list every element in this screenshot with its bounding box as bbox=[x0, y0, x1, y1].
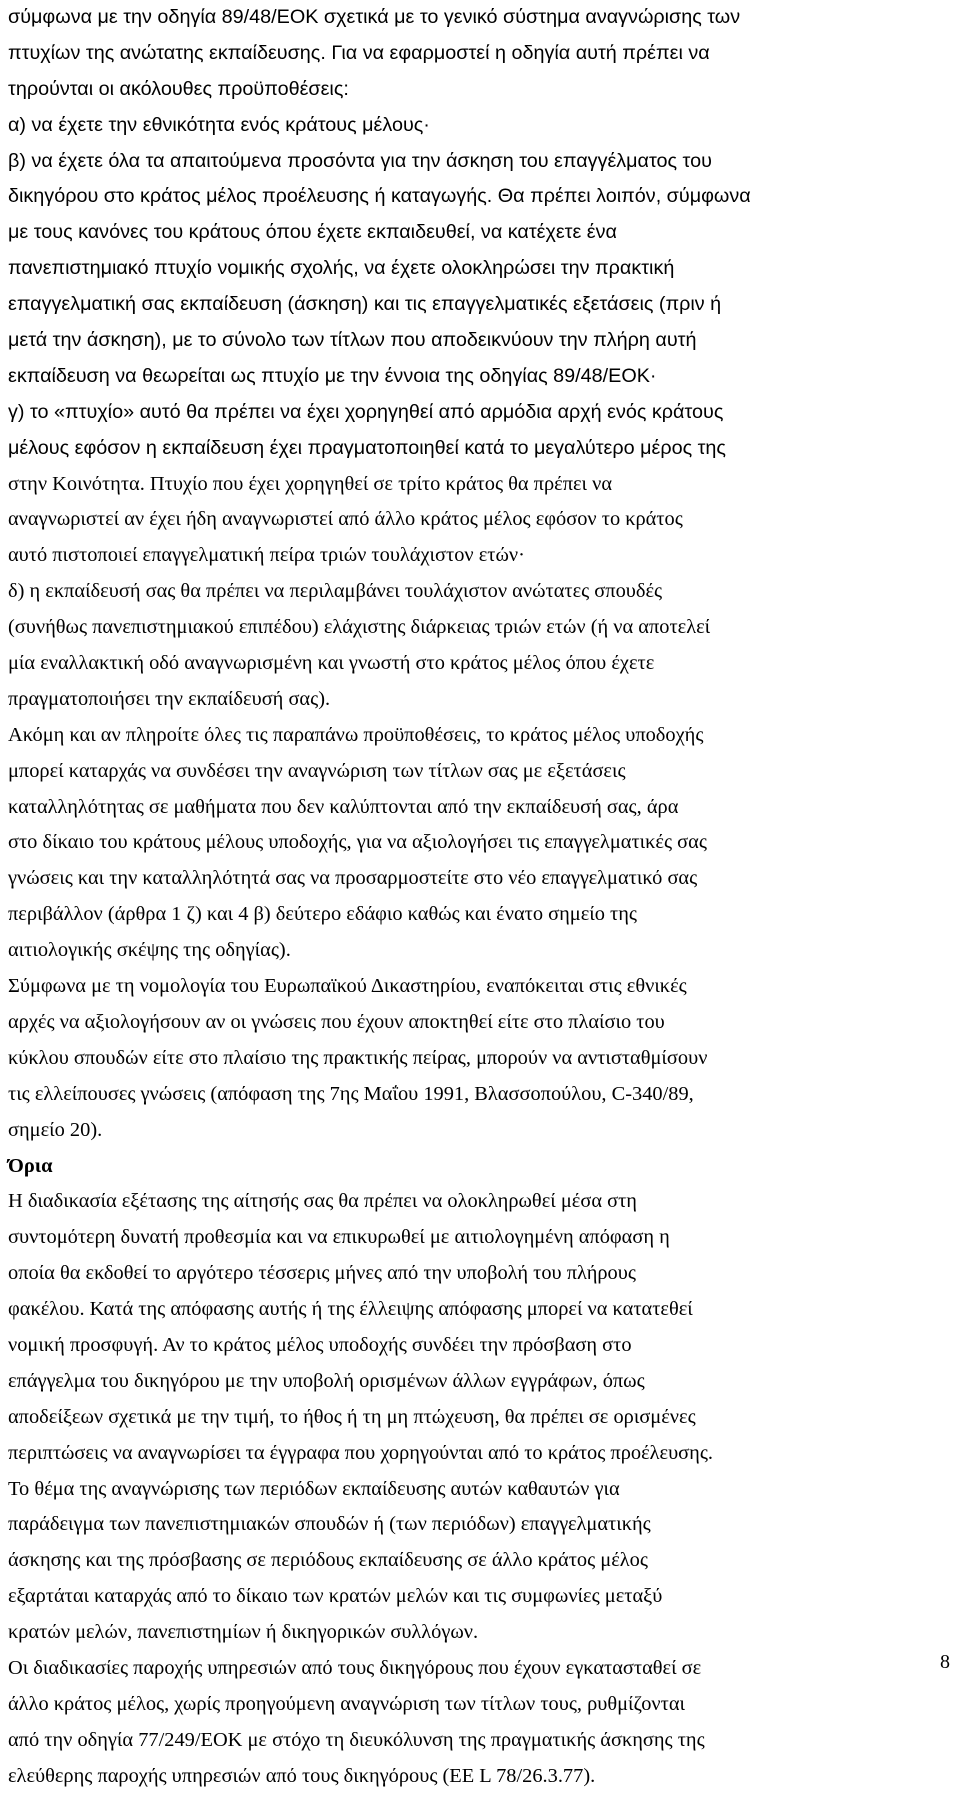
text-line: δικηγόρου στο κράτος μέλος προέλευσης ή καταγωγής. Θα πρέπει λοιπόν, σύμφωνα bbox=[8, 185, 751, 208]
text-line: νομική προσφυγή. Αν το κράτος μέλος υποδοχής συνδέει την πρόσβαση στο bbox=[8, 1333, 632, 1356]
text-line: πτυχίων της ανώτατης εκπαίδευσης. Για να εφαρμοστεί η οδηγία αυτή πρέπει να bbox=[8, 41, 710, 64]
text-line: επαγγελματική σας εκπαίδευση (άσκηση) και τις επαγγελματικές εξετάσεις (πριν ή bbox=[8, 293, 722, 316]
text-line: γ) το «πτυχίο» αυτό θα πρέπει να έχει χορηγηθεί από αρμόδια αρχή ενός κράτους bbox=[8, 400, 724, 423]
text-line: πραγματοποιήσει την εκπαίδευσή σας). bbox=[8, 687, 331, 710]
text-line: μία εναλλακτική οδό αναγνωρισμένη και γνωστή στο κράτος μέλος όπου έχετε bbox=[8, 652, 655, 675]
text-line: τηρούνται οι ακόλουθες προϋποθέσεις: bbox=[8, 77, 349, 100]
text-line: συντομότερη δυνατή προθεσμία και να επικυρωθεί με αιτιολογημένη απόφαση η bbox=[8, 1226, 670, 1249]
text-line: αυτό πιστοποιεί επαγγελματική πείρα τριών τουλάχιστον ετών· bbox=[8, 544, 525, 567]
text-line: σύμφωνα με την οδηγία 89/48/ΕΟΚ σχετικά με το γενικό σύστημα αναγνώρισης των bbox=[8, 6, 741, 28]
text-line: κρατών μελών, πανεπιστημίων ή δικηγορικών συλλόγων. bbox=[8, 1621, 479, 1644]
text-line: καταλληλότητας σε μαθήματα που δεν καλύπτονται από την εκπαίδευσή σας, άρα bbox=[8, 795, 679, 818]
text-line: Σύμφωνα με τη νομολογία του Ευρωπαϊκού Δικαστηρίου, εναπόκειται στις εθνικές bbox=[8, 975, 687, 998]
text-line: μπορεί καταρχάς να συνδέσει την αναγνώριση των τίτλων σας με εξετάσεις bbox=[8, 759, 626, 782]
text-line: (συνήθως πανεπιστημιακού επιπέδου) ελάχιστης διάρκειας τριών ετών (ή να αποτελεί bbox=[8, 616, 711, 639]
text-line: αιτιολογικής σκέψης της οδηγίας). bbox=[8, 939, 291, 962]
text-line: κύκλου σπουδών είτε στο πλαίσιο της πρακτικής πείρας, μπορούν να αντισταθμίσουν bbox=[8, 1046, 708, 1069]
text-line: οποία θα εκδοθεί το αργότερο τέσσερις μήνες από την υποβολή του πλήρους bbox=[8, 1262, 636, 1285]
text-line: αρχές να αξιολογήσουν αν οι γνώσεις που έχουν αποκτηθεί είτε στο πλαίσιο του bbox=[8, 1010, 665, 1033]
text-line: περιβάλλον (άρθρα 1 ζ) και 4 β) δεύτερο εδάφιο καθώς και ένατο σημείο της bbox=[8, 903, 637, 926]
text-line: περιπτώσεις να αναγνωρίσει τα έγγραφα που χορηγούνται από το κράτος προέλευσης. bbox=[8, 1441, 713, 1464]
page-number: 8 bbox=[940, 1651, 950, 1673]
text-line: φακέλου. Κατά της απόφασης αυτής ή της έλλειψης απόφασης μπορεί να κατατεθεί bbox=[8, 1298, 693, 1321]
text-line: Οι διαδικασίες παροχής υπηρεσιών από τους δικηγόρους που έχουν εγκατασταθεί σε bbox=[8, 1656, 702, 1679]
text-line: στην Κοινότητα. Πτυχίο που έχει χορηγηθεί σε τρίτο κράτος θα πρέπει να bbox=[8, 472, 613, 495]
text-line: εξαρτάται καταρχάς από το δίκαιο των κρατών μελών και τις συμφωνίες μεταξύ bbox=[8, 1585, 663, 1608]
text-line: μετά την άσκηση), με το σύνολο των τίτλων που αποδεικνύουν την πλήρη αυτή bbox=[8, 329, 697, 352]
text-line: β) να έχετε όλα τα απαιτούμενα προσόντα για την άσκηση του επαγγέλματος του bbox=[8, 149, 712, 172]
text-line: μέλους εφόσον η εκπαίδευση έχει πραγματοποιηθεί κατά το μεγαλύτερο μέρος της bbox=[8, 436, 726, 459]
text-line: εκπαίδευση να θεωρείται ως πτυχίο με την έννοια της οδηγίας 89/48/ΕΟΚ· bbox=[8, 364, 657, 387]
text-line: από την οδηγία 77/249/ΕΟΚ με στόχο τη διευκόλυνση της πραγματικής άσκησης της bbox=[8, 1728, 705, 1751]
document-body bbox=[8, 0, 952, 1795]
text-line: σημείο 20). bbox=[8, 1118, 103, 1141]
text-line: αναγνωριστεί αν έχει ήδη αναγνωριστεί από άλλο κράτος μέλος εφόσον το κράτος bbox=[8, 508, 683, 531]
text-line: γνώσεις και την καταλληλότητά σας να προσαρμοστείτε στο νέο επαγγελματικό σας bbox=[8, 867, 698, 890]
text-line: αποδείξεων σχετικά με την τιμή, το ήθος ή τη μη πτώχευση, θα πρέπει σε ορισμένες bbox=[8, 1405, 696, 1428]
text-line: με τους κανόνες του κράτους όπου έχετε εκπαιδευθεί, να κατέχετε ένα bbox=[8, 221, 617, 244]
text-line: επάγγελμα του δικηγόρου με την υποβολή ορισμένων άλλων εγγράφων, όπως bbox=[8, 1369, 645, 1392]
text-line: άσκησης και της πρόσβασης σε περιόδους εκπαίδευσης σε άλλο κράτος μέλος bbox=[8, 1549, 648, 1572]
text-line: δ) η εκπαίδευσή σας θα πρέπει να περιλαμβάνει τουλάχιστον ανώτατες σπουδές bbox=[8, 580, 663, 603]
text-line: Το θέμα της αναγνώρισης των περιόδων εκπαίδευσης αυτών καθαυτών για bbox=[8, 1477, 620, 1500]
text-line: πανεπιστημιακό πτυχίο νομικής σχολής, να έχετε ολοκληρώσει την πρακτική bbox=[8, 257, 675, 280]
section-heading: Όρια bbox=[8, 1154, 53, 1177]
text-line: στο δίκαιο του κράτους μέλους υποδοχής, για να αξιολογήσει τις επαγγελματικές σας bbox=[8, 831, 707, 854]
text-line: παράδειγμα των πανεπιστημιακών σπουδών ή (των περιόδων) επαγγελματικής bbox=[8, 1513, 651, 1536]
text-line: Ακόμη και αν πληροίτε όλες τις παραπάνω προϋποθέσεις, το κράτος μέλος υποδοχής bbox=[8, 723, 704, 746]
text-line: ελεύθερης παροχής υπηρεσιών από τους δικηγόρους (EE L 78/26.3.77). bbox=[8, 1764, 596, 1787]
text-line: τις ελλείπουσες γνώσεις (απόφαση της 7ης Μαΐου 1991, Βλασσοπούλου, C-340/89, bbox=[8, 1082, 694, 1105]
text-line: α) να έχετε την εθνικότητα ενός κράτους μέλους· bbox=[8, 113, 430, 136]
text-line: Η διαδικασία εξέτασης της αίτησής σας θα πρέπει να ολοκληρωθεί μέσα στη bbox=[8, 1190, 637, 1213]
text-line: άλλο κράτος μέλος, χωρίς προηγούμενη αναγνώριση των τίτλων τους, ρυθμίζονται bbox=[8, 1692, 686, 1715]
